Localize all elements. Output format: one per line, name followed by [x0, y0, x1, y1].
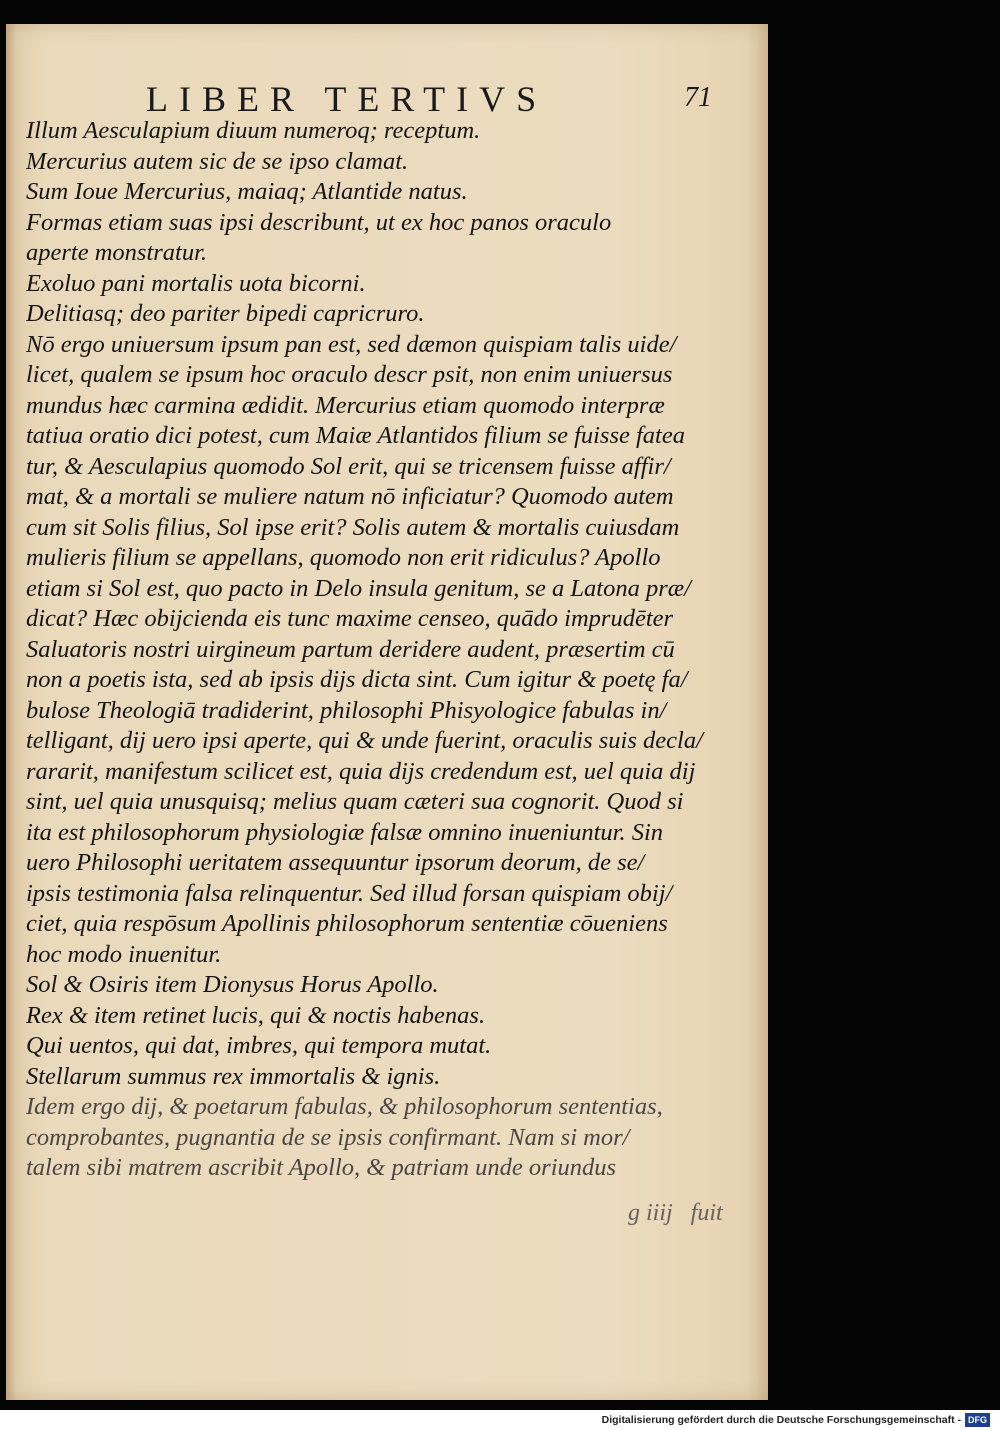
text-line: tur, & Aesculapius quomodo Sol erit, qui se tricensem fuisse affir/ — [26, 452, 671, 480]
text-line: Qui uentos, qui dat, imbres, qui tempora mutat. — [26, 1032, 492, 1059]
text-line: sint, uel quia unusquisq; melius quam cæteri sua cognorit. Quod si — [26, 788, 684, 815]
text-line: Idem ergo dij, & poetarum fabulas, & philosophorum sententias, — [26, 1093, 663, 1120]
text-line: Saluatoris nostri uirgineum partum deridere audent, præsertim cū — [26, 635, 675, 663]
text-line: Stellarum summus rex immortalis & ignis. — [26, 1062, 441, 1090]
text-line: Illum Aesculapium diuum numeroq; receptum. — [26, 117, 481, 144]
text-line: mundus hæc carmina ædidit. Mercurius etiam quomodo interpræ — [26, 391, 665, 419]
text-line: rararit, manifestum scilicet est, quia dijs credendum est, uel quia dij — [26, 757, 696, 785]
text-line: telligant, dij uero ipsi aperte, qui & unde fuerint, oraculis suis decla/ — [26, 727, 703, 754]
text-line: Mercurius autem sic de se ipso clamat. — [26, 147, 409, 175]
text-line: dicat? Hæc obijcienda eis tunc maxime censeo, quādo imprudēter — [26, 605, 674, 632]
text-line: Sum Ioue Mercurius, maiaq; Atlantide natus. — [26, 178, 468, 205]
page-number: 71 — [684, 82, 712, 113]
funding-note: Digitalisierung gefördert durch die Deutsche Forschungsgemeinschaft - — [601, 1414, 961, 1426]
dfg-logo: DFG — [965, 1413, 990, 1427]
text-line: uero Philosophi ueritatem assequuntur ipsorum deorum, de se/ — [26, 849, 645, 876]
text-line: aperte monstratur. — [26, 239, 208, 266]
text-line: talem sibi matrem ascribit Apollo, & patriam unde oriundus — [26, 1154, 617, 1181]
text-line: mat, & a mortali se muliere natum nō inficiatur? Quomodo autem — [26, 483, 674, 510]
text-line: Formas etiam suas ipsi describunt, ut ex hoc panos oraculo — [26, 208, 612, 236]
text-line: ipsis testimonia falsa relinquentur. Sed illud forsan quispiam obij/ — [26, 879, 673, 907]
text-block — [26, 116, 766, 1184]
text-line: Rex & item retinet lucis, qui & noctis habenas. — [26, 1001, 486, 1029]
text-line: ciet, quia respōsum Apollinis philosophorum sententiæ cōueniens — [26, 910, 668, 937]
text-line: ita est philosophorum physiologiæ falsæ omnino inueniuntur. Sin — [26, 818, 664, 846]
text-line: non a poetis ista, sed ab ipsis dijs dicta sint. Cum igitur & poetę fa/ — [26, 666, 688, 693]
text-line: bulose Theologiā tradiderint, philosophi Phisyologice fabulas in/ — [26, 696, 667, 724]
text-line: Nō ergo uniuersum ipsum pan est, sed dæmon quispiam talis uide/ — [26, 330, 677, 358]
text-line: tatiua oratio dici potest, cum Maiæ Atlantidos filium se fuisse fatea — [26, 422, 685, 449]
book-page — [6, 24, 768, 1400]
text-line: hoc modo inuenitur. — [26, 940, 222, 968]
text-line: comprobantes, pugnantia de se ipsis confirmant. Nam si mor/ — [26, 1123, 630, 1151]
text-line: Sol & Osiris item Dionysus Horus Apollo. — [26, 971, 439, 998]
catchword: g iiij fuit — [628, 1200, 723, 1226]
text-line: mulieris filium se appellans, quomodo non erit ridiculus? Apollo — [26, 544, 661, 571]
text-line: Exoluo pani mortalis uota bicorni. — [26, 269, 366, 297]
text-line: licet, qualem se ipsum hoc oraculo descr psit, non enim uniuersus — [26, 361, 673, 388]
text-line: cum sit Solis filius, Sol ipse erit? Solis autem & mortalis cuiusdam — [26, 513, 680, 541]
running-head: LIBER TERTIVS — [146, 79, 548, 119]
footer-attribution — [602, 1412, 990, 1428]
text-line: etiam si Sol est, quo pacto in Delo insula genitum, se a Latona præ/ — [26, 574, 691, 602]
text-line: Delitiasq; deo pariter bipedi capricruro. — [26, 300, 425, 327]
